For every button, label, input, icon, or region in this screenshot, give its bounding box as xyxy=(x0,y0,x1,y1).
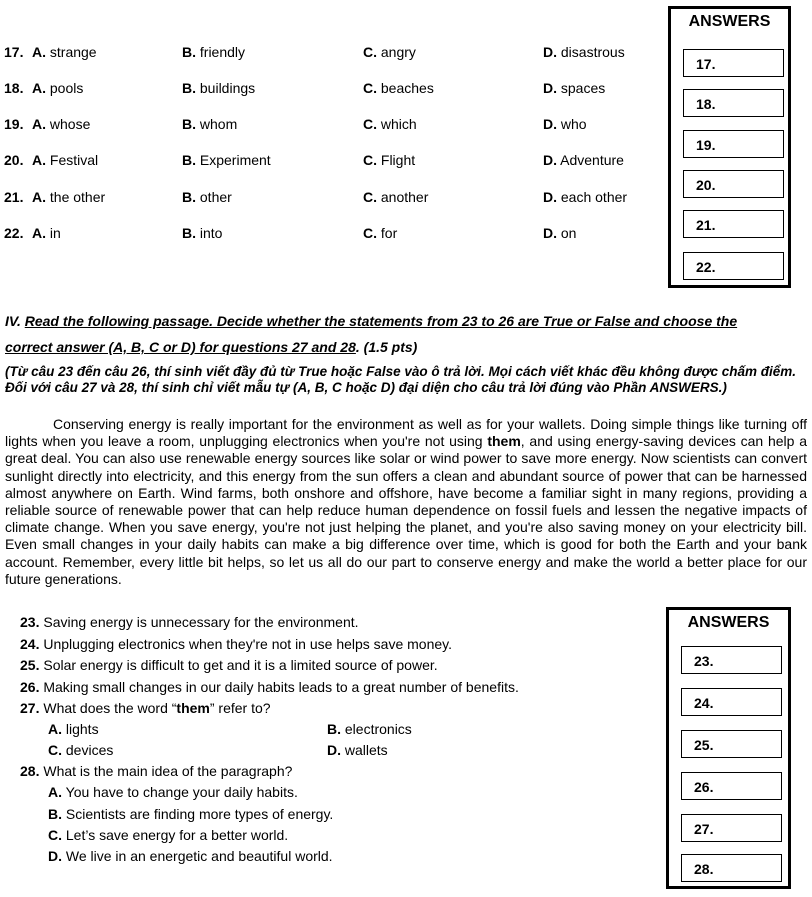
option-b: B. into xyxy=(182,225,223,241)
section-instruction: (Từ câu 23 đến câu 26, thí sinh viết đầy đủ từ True hoặc False vào ô trả lời. Mọi cách viết khác đều không được chấm điểm. Đối với câu 27 và 28, thí sinh chỉ viết mẫu tự (A, B, C hoặc D) đại diện cho câu trả lời đúng vào Phần ANSWERS.) xyxy=(5,364,796,395)
option-d: D. each other xyxy=(543,189,628,205)
q27-option-b: B. electronics xyxy=(327,721,412,737)
option-a: A. the other xyxy=(32,189,106,205)
q27-option-d: D. wallets xyxy=(327,742,388,758)
answer-box-20[interactable]: 20. xyxy=(683,170,784,198)
option-d: D. on xyxy=(543,225,577,241)
option-b: B. Experiment xyxy=(182,152,271,168)
option-c: C. beaches xyxy=(363,80,434,96)
statement-23: 23. Saving energy is unnecessary for the environment. xyxy=(20,614,359,630)
section-heading-line2: correct answer (A, B, C or D) for questions 27 and 28 xyxy=(5,339,356,355)
answer-box-17[interactable]: 17. xyxy=(683,49,784,77)
question-27: 27. What does the word “them” refer to? xyxy=(20,700,271,716)
answer-box-21[interactable]: 21. xyxy=(683,210,784,238)
statement-24: 24. Unplugging electronics when they're not in use helps save money. xyxy=(20,636,453,652)
question-number: 22. xyxy=(4,225,24,241)
statement-25: 25. Solar energy is difficult to get and it is a limited source of power. xyxy=(20,657,438,673)
option-d: D. who xyxy=(543,116,587,132)
option-d: D. Adventure xyxy=(543,152,624,168)
q28-option-b: B. Scientists are finding more types of energy. xyxy=(48,806,334,822)
option-b: B. friendly xyxy=(182,44,246,60)
answer-box-27[interactable]: 27. xyxy=(681,814,782,842)
answer-box-24[interactable]: 24. xyxy=(681,688,782,716)
option-c: C. another xyxy=(363,189,429,205)
question-28: 28. What is the main idea of the paragraph? xyxy=(20,763,293,779)
passage-bold-word: them xyxy=(487,433,521,450)
option-c: C. angry xyxy=(363,44,416,60)
answer-box-19[interactable]: 19. xyxy=(683,130,784,158)
option-c: C. for xyxy=(363,225,398,241)
option-c: C. which xyxy=(363,116,417,132)
q28-option-d: D. We live in an energetic and beautiful world. xyxy=(48,848,333,864)
answer-box-22[interactable]: 22. xyxy=(683,252,784,280)
question-number: 19. xyxy=(4,116,24,132)
section-numeral: IV. xyxy=(5,313,21,329)
answers-title: ANSWERS xyxy=(687,614,770,631)
q27-option-c: C. devices xyxy=(48,742,114,758)
section-heading xyxy=(5,313,737,329)
option-b: B. other xyxy=(182,189,232,205)
statement-26: 26. Making small changes in our daily habits leads to a great number of benefits. xyxy=(20,679,519,695)
question-number: 17. xyxy=(4,44,24,60)
answer-box-28[interactable]: 28. xyxy=(681,854,782,882)
answers-panel-bottom xyxy=(666,607,791,889)
answers-title: ANSWERS xyxy=(688,13,771,30)
answer-box-26[interactable]: 26. xyxy=(681,772,782,800)
reading-passage: Conserving energy is really important for the environment as well as for your wallets. Doing simple things like turning off lights when you leave a room, unplugging electronics when you're not using them, and using energy-saving devices can help a great deal. You can also use renewable energy sources like solar or wind power to save more energy. Now scientists can convert sunlight directly into electricity, and this energy from the sun offers a clean and abundant source of power that can be harnessed almost anywhere on Earth. Wind farms, both onshore and offshore, have become a familiar sight in many regions, providing a reliable source of renewable power that can help reduce human dependence on fossil fuels and lessen the negative impacts of climate change. When you save energy, you're not just helping the planet, and you're also saving money on your electricity bill. Even small changes in your daily habits can make a big difference over time, which is good for both the Earth and your bank account. Remember, every little bit helps, so let us all do our part to conserve energy and make the world a better place for our future generations. xyxy=(5,416,807,587)
option-d: D. disastrous xyxy=(543,44,625,60)
question-number: 21. xyxy=(4,189,24,205)
option-a: A. Festival xyxy=(32,152,99,168)
answers-panel-top xyxy=(668,6,791,288)
option-a: A. pools xyxy=(32,80,84,96)
q27-option-a: A. lights xyxy=(48,721,99,737)
option-c: C. Flight xyxy=(363,152,416,168)
option-b: B. whom xyxy=(182,116,238,132)
answer-box-23[interactable]: 23. xyxy=(681,646,782,674)
answer-box-25[interactable]: 25. xyxy=(681,730,782,758)
option-a: A. whose xyxy=(32,116,91,132)
section-heading-2 xyxy=(5,339,417,355)
section-points: . (1.5 pts) xyxy=(355,339,418,355)
option-b: B. buildings xyxy=(182,80,256,96)
q28-option-c: C. Let’s save energy for a better world. xyxy=(48,827,289,843)
answer-box-18[interactable]: 18. xyxy=(683,89,784,117)
question-number: 18. xyxy=(4,80,24,96)
option-d: D. spaces xyxy=(543,80,606,96)
option-a: A. strange xyxy=(32,44,97,60)
option-a: A. in xyxy=(32,225,61,241)
question-number: 20. xyxy=(4,152,24,168)
section-heading-line1: Read the following passage. Decide whether the statements from 23 to 26 are True or False and choose the xyxy=(24,313,738,329)
q28-option-a: A. You have to change your daily habits. xyxy=(48,784,298,800)
